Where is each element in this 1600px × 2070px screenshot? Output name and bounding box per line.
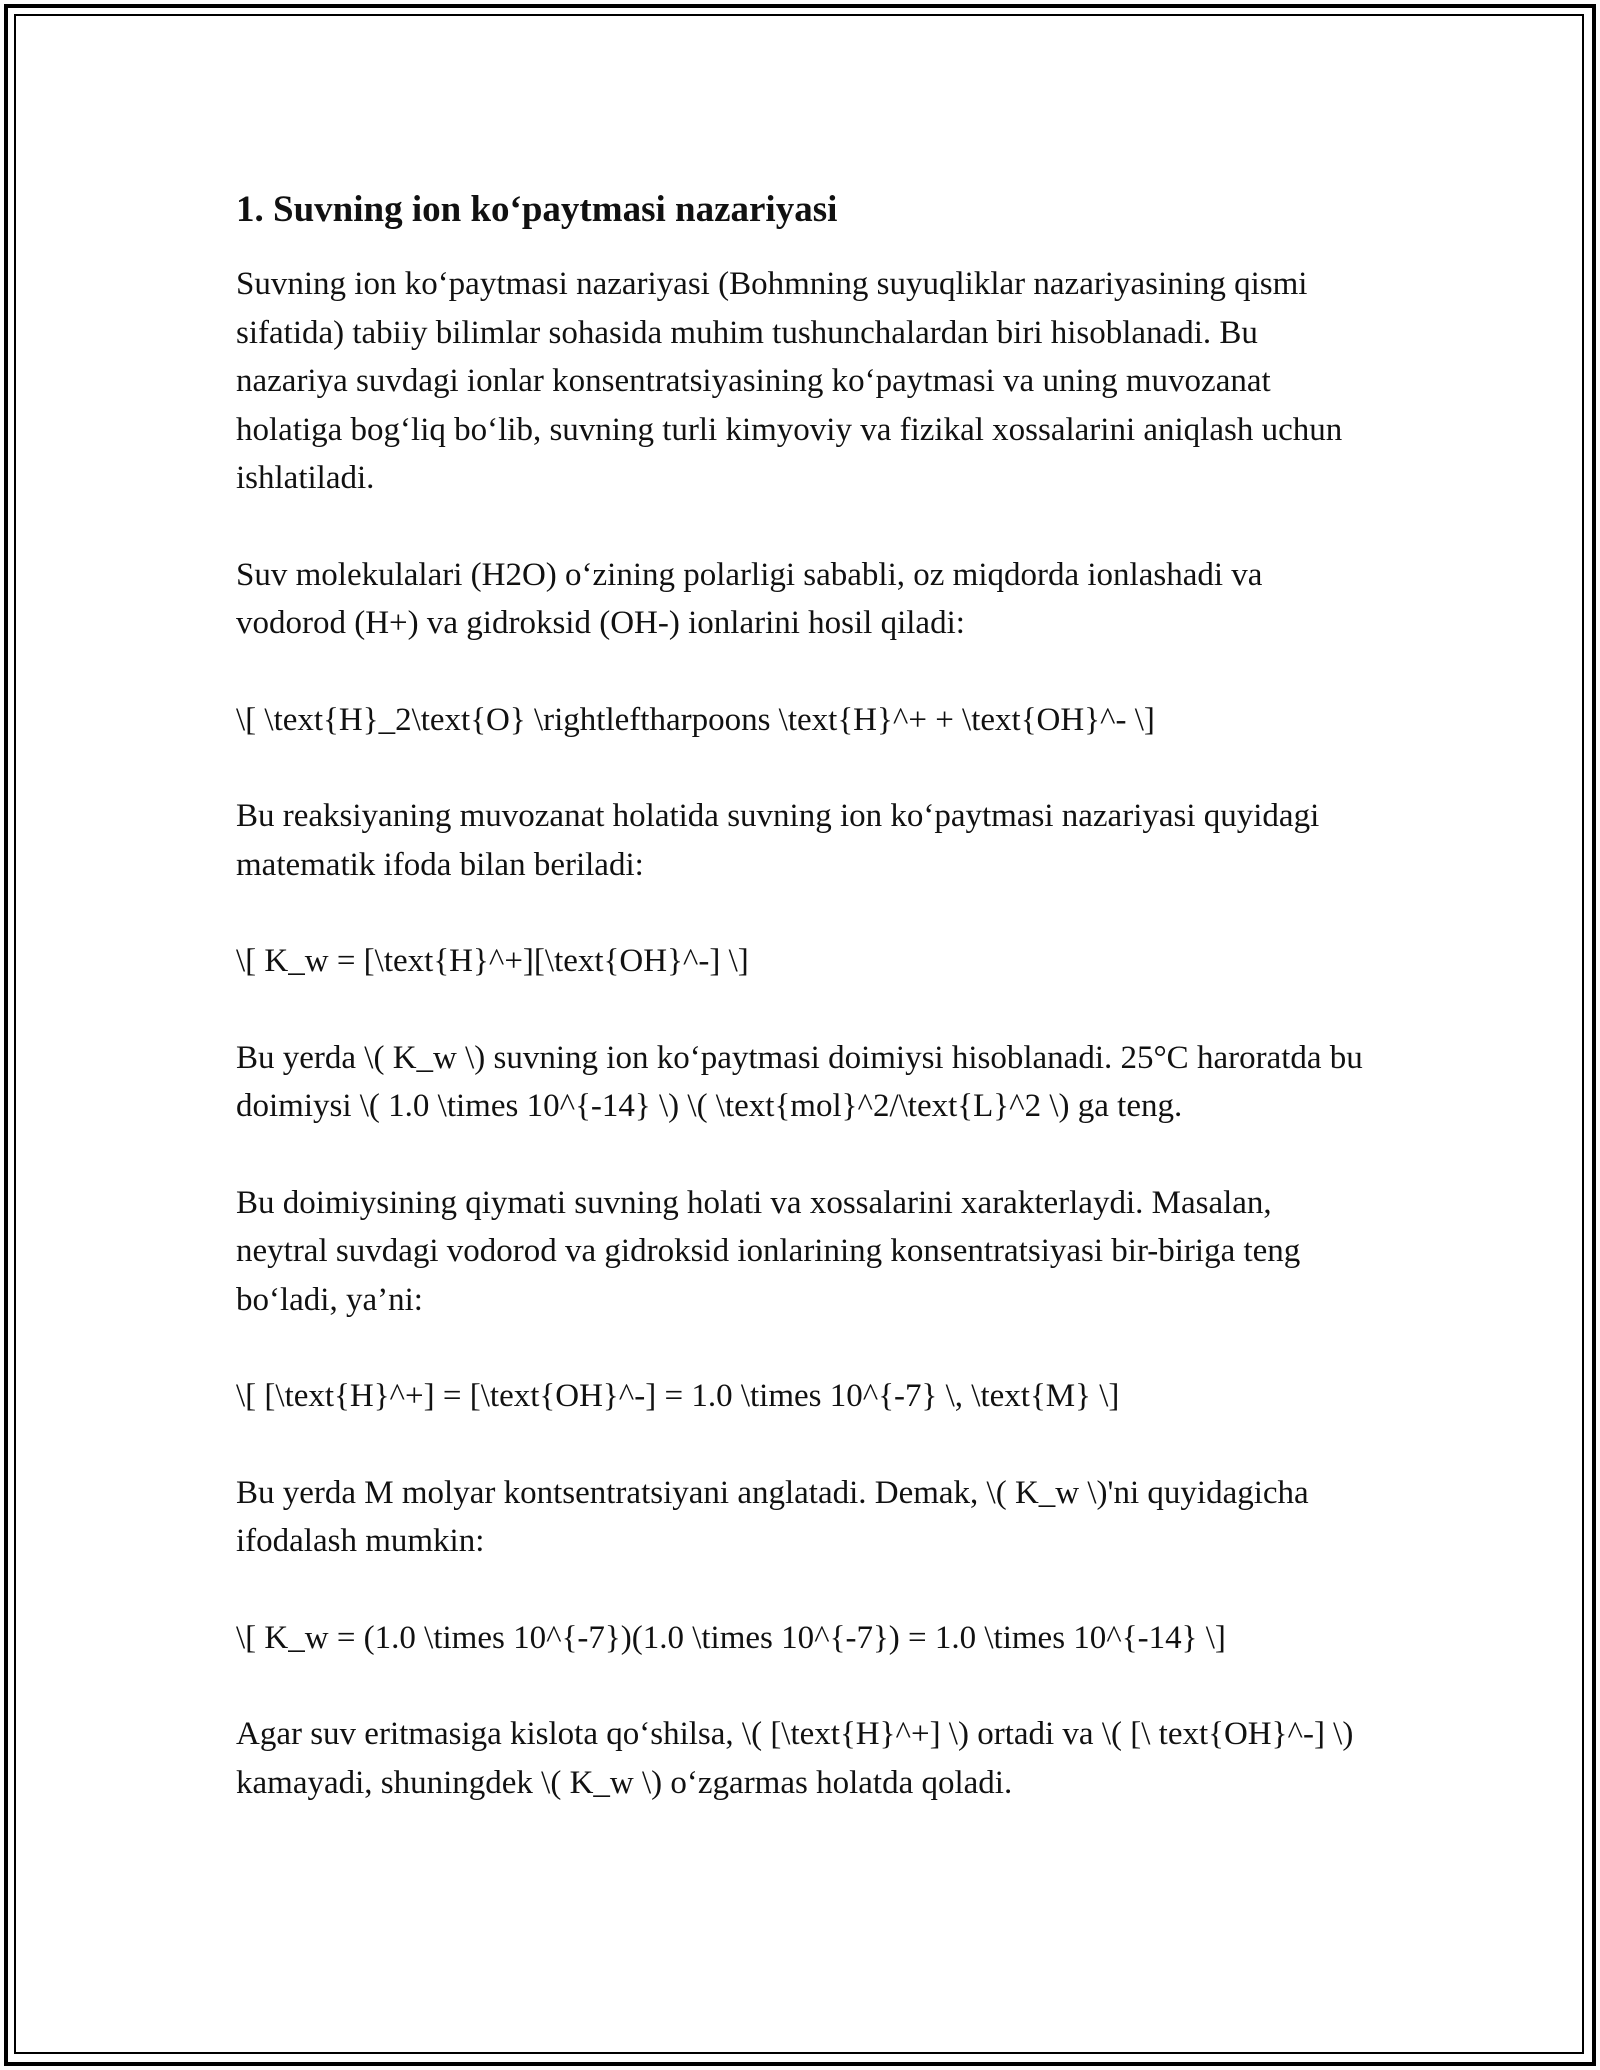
formula-dissociation: \[ \text{H}_2\text{O} \rightleftharpoons \text{H}^+ + \text{OH}^- \] xyxy=(236,701,1155,738)
paragraph-kw-value: Bu yerda \( K_w \) suvning ion ko‘paytmasi doimiysi hisoblanadi. 25°C haroratda bu doimiysi \( 1.0 \times 10^{-14} \) \( \text{mol}^2/\text{L}^2 \) ga teng. xyxy=(236,1039,1363,1124)
paragraph-equilibrium: Bu reaksiyaning muvozanat holatida suvning ion ko‘paytmasi nazariyasi quyidagi matematik ifoda bilan beriladi: xyxy=(236,798,1320,883)
formula-kw-definition: \[ K_w = [\text{H}^+][\text{OH}^-] \] xyxy=(236,943,749,979)
paragraph-molarity: Bu yerda M molyar kontsentratsiyani anglatadi. Demak, \( K_w \)'ni quyidagicha ifodalash mumkin: xyxy=(236,1474,1309,1559)
section-heading: 1. Suvning ion ko‘paytmasi nazariyasi xyxy=(236,189,838,230)
document-body xyxy=(236,188,1366,1855)
paragraph-intro: Suvning ion ko‘paytmasi nazariyasi (Bohmning suyuqliklar nazariyasining qismi sifatida) tabiiy bilimlar sohasida muhim tushunchalardan biri hisoblanadi. Bu nazariya suvdagi ionlar konsentratsiyasining ko‘paytmasi va uning muvozanat holatiga bog‘liq bo‘lib, suvning turli kimyoviy va fizikal xossalarini aniqlash uchun ishlatiladi. xyxy=(236,266,1343,496)
formula-neutral-concentration: \[ [\text{H}^+] = [\text{OH}^-] = 1.0 \times 10^{-7} \, \text{M} \] xyxy=(236,1378,1120,1414)
paragraph-ionization: Suv molekulalari (H2O) o‘zining polarligi sababli, oz miqdorda ionlashadi va vodorod (H+) va gidroksid (OH-) ionlarini hosil qiladi: xyxy=(236,556,1263,641)
formula-kw-calculation: \[ K_w = (1.0 \times 10^{-7})(1.0 \times 10^{-7}) = 1.0 \times 10^{-14} \] xyxy=(236,1619,1226,1656)
paragraph-acid-addition: Agar suv eritmasiga kislota qo‘shilsa, \( [\text{H}^+] \) ortadi va \( [\ text{OH}^-] \) kamayadi, shuningdek \( K_w \) o‘zgarmas holatda qoladi. xyxy=(236,1716,1354,1801)
paragraph-neutral-water: Bu doimiysining qiymati suvning holati va xossalarini xarakterlaydi. Masalan, neytral suvdagi vodorod va gidroksid ionlarining konsentratsiyasi bir-biriga teng bo‘ladi, ya’ni: xyxy=(236,1184,1301,1318)
